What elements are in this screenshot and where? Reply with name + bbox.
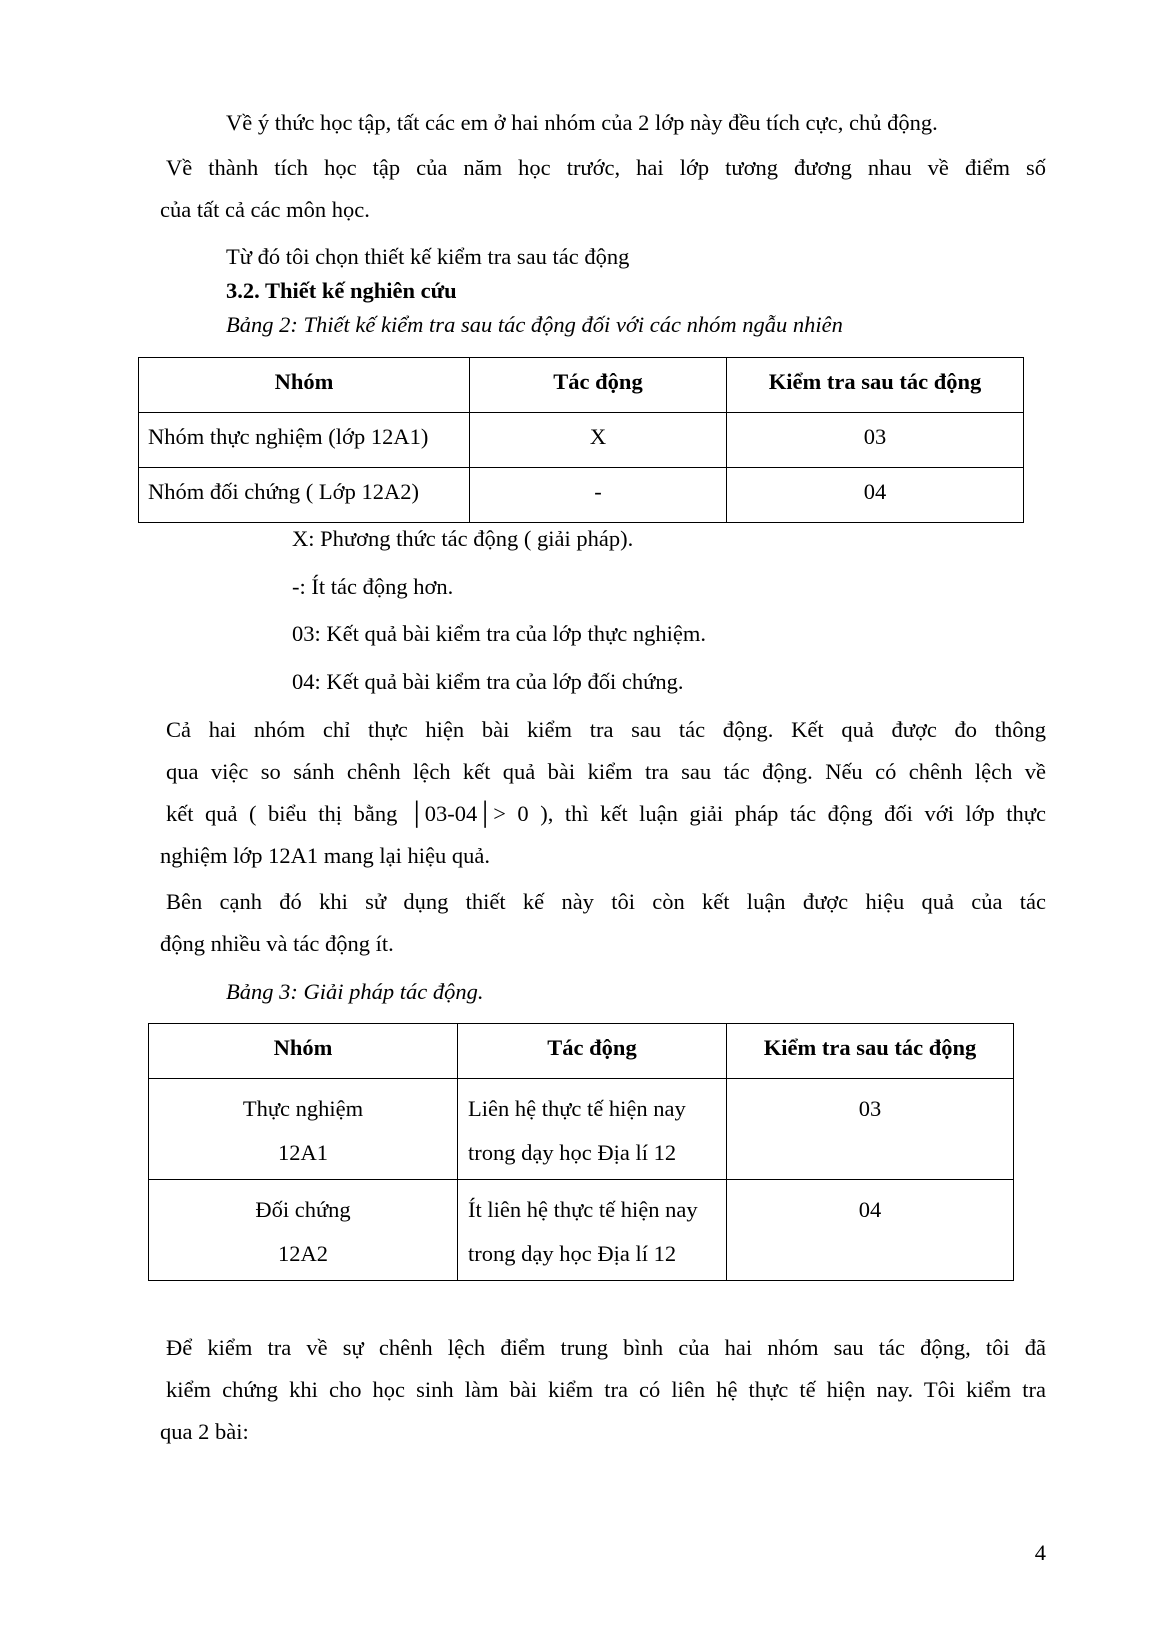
table-row — [149, 1180, 1014, 1281]
paragraph-prior-achievement-line1: Về thành tích học tập của năm học trước, hai lớp tương đương nhau về điểm số — [166, 155, 1046, 180]
table3-action-line: Ít liên hệ thực tế hiện nay — [468, 1197, 698, 1222]
table2-header-group: Nhóm — [139, 358, 470, 413]
section-title: 3.2. Thiết kế nghiên cứu — [226, 278, 457, 303]
table3-caption: Bảng 3: Giải pháp tác động. — [226, 979, 484, 1004]
paragraph-verification-line: qua 2 bài: — [160, 1419, 249, 1444]
table3-cell-group — [149, 1079, 458, 1180]
table2-cell-action: X — [470, 413, 727, 468]
table-row — [149, 1079, 1014, 1180]
table2-cell-test: 04 — [727, 468, 1024, 523]
table2-cell-action: - — [470, 468, 727, 523]
paragraph-design-choice: Từ đó tôi chọn thiết kế kiểm tra sau tác động — [226, 244, 630, 269]
paragraph-study-attitude: Về ý thức học tập, tất các em ở hai nhóm của 2 lớp này đều tích cực, chủ động. — [226, 110, 938, 135]
paragraph-method-line: kết quả ( biểu thị bằng │03-04│> 0 ), thì kết luận giải pháp tác động đối với lớp thực — [166, 801, 1046, 826]
paragraph-method-line: Cả hai nhóm chỉ thực hiện bài kiểm tra sau tác động. Kết quả được đo thông — [166, 717, 1046, 742]
table3-cell-group — [149, 1180, 458, 1281]
table-header-row — [139, 358, 1024, 413]
table2-header-action: Tác động — [470, 358, 727, 413]
legend-item: 03: Kết quả bài kiểm tra của lớp thực nghiệm. — [292, 621, 706, 646]
table2-header-test: Kiểm tra sau tác động — [727, 358, 1024, 413]
page-number: 4 — [1034, 1540, 1046, 1565]
table2-cell-test: 03 — [727, 413, 1024, 468]
legend-item: X: Phương thức tác động ( giải pháp). — [292, 526, 634, 551]
paragraph-conclusion-line: động nhiều và tác động ít. — [160, 931, 394, 956]
legend-item: 04: Kết quả bài kiểm tra của lớp đối chứng. — [292, 669, 684, 694]
table-row — [139, 468, 1024, 523]
table3-group-class: 12A2 — [278, 1241, 328, 1266]
table3-cell-test: 03 — [727, 1079, 1014, 1180]
paragraph-verification-line: kiểm chứng khi cho học sinh làm bài kiểm tra có liên hệ thực tế hiện nay. Tôi kiểm tra — [166, 1377, 1046, 1402]
table3-cell-test: 04 — [727, 1180, 1014, 1281]
paragraph-method-line: nghiệm lớp 12A1 mang lại hiệu quả. — [160, 843, 490, 868]
table2 — [138, 357, 1024, 523]
table3-cell-action — [458, 1180, 727, 1281]
table3-header-test: Kiểm tra sau tác động — [727, 1024, 1014, 1079]
table-header-row — [149, 1024, 1014, 1079]
paragraph-conclusion-line: Bên cạnh đó khi sử dụng thiết kế này tôi còn kết luận được hiệu quả của tác — [166, 889, 1046, 914]
legend-item: -: Ít tác động hơn. — [292, 574, 454, 599]
table3-cell-action — [458, 1079, 727, 1180]
table3-header-action: Tác động — [458, 1024, 727, 1079]
paragraph-prior-achievement-line2: của tất cả các môn học. — [160, 197, 370, 222]
table3-group-name: Đối chứng — [255, 1197, 351, 1222]
table2-cell-group: Nhóm thực nghiệm (lớp 12A1) — [139, 413, 470, 468]
table2-cell-group: Nhóm đối chứng ( Lớp 12A2) — [139, 468, 470, 523]
table2-caption: Bảng 2: Thiết kế kiểm tra sau tác động đối với các nhóm ngẫu nhiên — [226, 312, 843, 337]
table-row — [139, 413, 1024, 468]
table3 — [148, 1023, 1014, 1281]
table3-action-line: Liên hệ thực tế hiện nay — [468, 1096, 686, 1121]
table3-action-line: trong dạy học Địa lí 12 — [468, 1241, 677, 1266]
table3-group-name: Thực nghiệm — [242, 1096, 364, 1121]
paragraph-verification-line: Để kiểm tra về sự chênh lệch điểm trung bình của hai nhóm sau tác động, tôi đã — [166, 1335, 1046, 1360]
paragraph-method-line: qua việc so sánh chênh lệch kết quả bài kiểm tra sau tác động. Nếu có chênh lệch về — [166, 759, 1046, 784]
table3-action-line: trong dạy học Địa lí 12 — [468, 1140, 677, 1165]
table3-group-class: 12A1 — [278, 1140, 328, 1165]
table3-header-group: Nhóm — [149, 1024, 458, 1079]
